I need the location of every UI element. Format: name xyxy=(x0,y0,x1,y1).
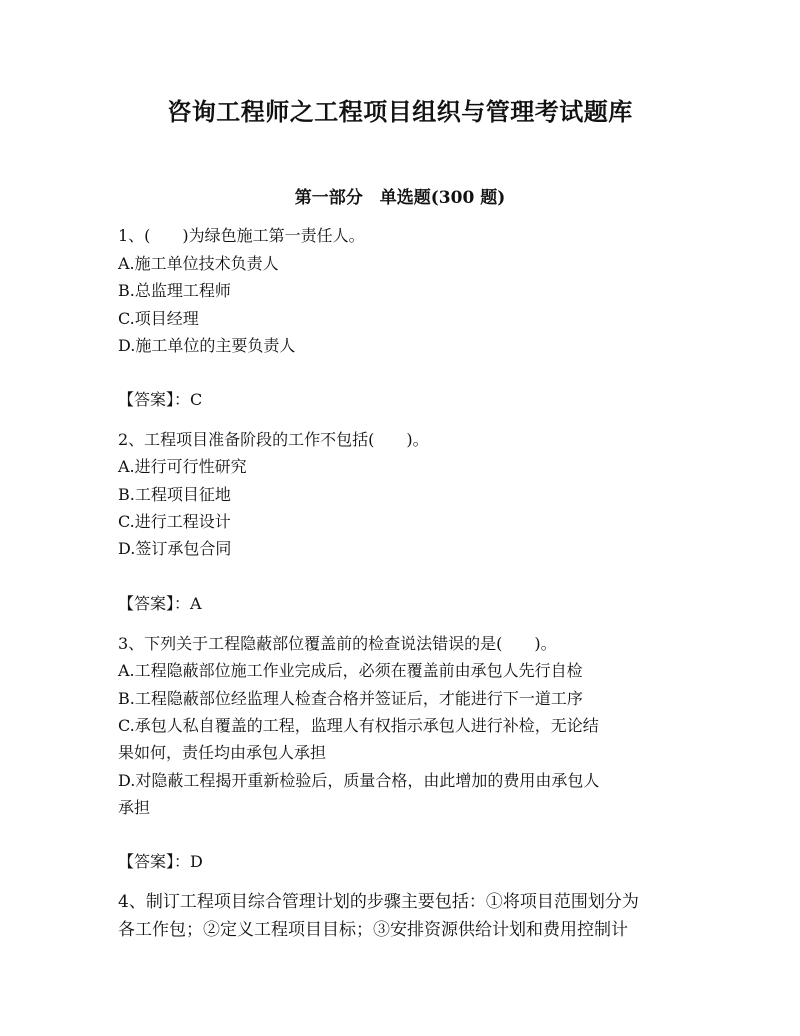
question-2-stem: 2、工程项目准备阶段的工作不包括( )。 xyxy=(118,430,429,449)
question-1-option-d: D.施工单位的主要负责人 xyxy=(118,336,296,355)
section-title: 第一部分 单选题(300 题) xyxy=(294,188,506,208)
question-2-option-c: C.进行工程设计 xyxy=(118,512,231,531)
document-title: 咨询工程师之工程项目组织与管理考试题库 xyxy=(167,97,633,126)
question-3-stem: 3、下列关于工程隐蔽部位覆盖前的检查说法错误的是( )。 xyxy=(118,634,557,653)
question-2-answer: 【答案】：A xyxy=(118,594,202,613)
question-1-option-c: C.项目经理 xyxy=(118,309,199,328)
question-1-stem: 1、( )为绿色施工第一责任人。 xyxy=(118,226,365,245)
question-1-option-a: A.施工单位技术负责人 xyxy=(118,254,279,273)
question-3-answer: 【答案】：D xyxy=(118,852,203,871)
question-3-option-d-line-1: D.对隐蔽工程揭开重新检验后，质量合格，由此增加的费用由承包人 xyxy=(118,771,600,790)
question-4-stem-line-2: 各工作包；②定义工程项目目标；③安排资源供给计划和费用控制计 xyxy=(118,920,628,940)
question-1-option-b: B.总监理工程师 xyxy=(118,281,231,300)
question-3-option-d-line-2: 承担 xyxy=(118,798,151,817)
question-2-option-a: A.进行可行性研究 xyxy=(118,457,247,476)
question-1-answer: 【答案】：C xyxy=(118,390,203,409)
question-3-option-c-line-1: C.承包人私自覆盖的工程，监理人有权指示承包人进行补检，无论结 xyxy=(118,716,599,735)
question-3-option-c-line-2: 果如何，责任均由承包人承担 xyxy=(118,743,327,762)
question-3-option-a: A.工程隐蔽部位施工作业完成后，必须在覆盖前由承包人先行自检 xyxy=(118,661,583,680)
question-2-option-b: B.工程项目征地 xyxy=(118,485,231,504)
question-4-stem-line-1: 4、制订工程项目综合管理计划的步骤主要包括：①将项目范围划分为 xyxy=(118,892,639,912)
question-2-option-d: D.签订承包合同 xyxy=(118,539,232,558)
question-3-option-b: B.工程隐蔽部位经监理人检查合格并签证后，才能进行下一道工序 xyxy=(118,689,583,708)
